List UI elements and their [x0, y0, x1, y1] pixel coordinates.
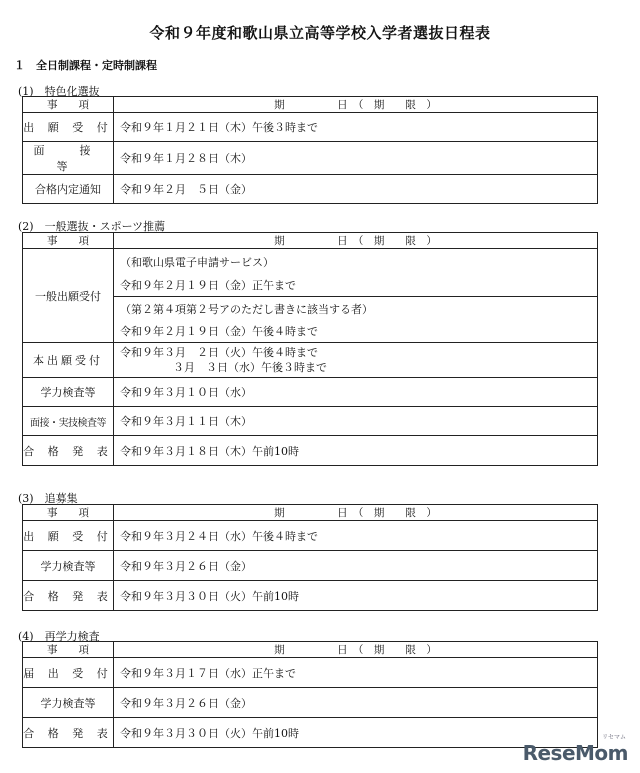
- section-heading: (1) 特色化選抜: [18, 85, 100, 98]
- row-date: 令和９年２月 ５日（金）: [114, 175, 598, 204]
- schedule-table: [22, 96, 598, 204]
- row-date: 令和９年３月２６日（金）: [114, 688, 598, 718]
- table-row: [23, 551, 598, 581]
- row-item: 合 格 発 表: [23, 581, 114, 611]
- row-item: 合格内定通知: [23, 175, 114, 204]
- row-item: 一般出願受付: [23, 249, 114, 343]
- row-item: 面 接 等: [23, 142, 114, 175]
- row-note: （第２第４項第２号アのただし書きに該当する者）: [114, 297, 598, 321]
- row-date: 令和９年３月３０日（火）午前10時: [114, 718, 598, 748]
- row-date: 令和９年３月１７日（水）正午まで: [114, 658, 598, 688]
- section-heading: (3) 追募集: [18, 492, 78, 505]
- table-row: [23, 249, 598, 275]
- schedule-table: [22, 504, 598, 611]
- page-title: 令和９年度和歌山県立高等学校入学者選抜日程表: [149, 24, 491, 42]
- schedule-table: [22, 641, 598, 748]
- row-date: 令和９年３月１８日（木）午前10時: [114, 436, 598, 466]
- row-item: 合 格 発 表: [23, 718, 114, 748]
- table-row: [23, 658, 598, 688]
- resemom-logo: ReseMom: [522, 741, 628, 765]
- section-heading: (4) 再学力検査: [18, 630, 100, 643]
- row-date: 令和９年３月３０日（火）午前10時: [114, 581, 598, 611]
- row-date: 令和９年３月１１日（木）: [114, 407, 598, 436]
- row-item: 届 出 受 付: [23, 658, 114, 688]
- row-date-line: 令和９年３月 ２日（火）午後４時まで: [120, 346, 318, 359]
- row-date: 令和９年１月２８日（木）: [114, 142, 598, 175]
- table-row: [23, 521, 598, 551]
- row-date: [114, 343, 598, 378]
- header-date: 期 日 （ 期 限 ）: [114, 233, 598, 249]
- row-date: 令和９年３月２４日（水）午後４時まで: [114, 521, 598, 551]
- table-header-row: [23, 97, 598, 113]
- table-row: [23, 581, 598, 611]
- row-item: 出 願 受 付: [23, 521, 114, 551]
- table-row: [23, 175, 598, 204]
- row-date: 令和９年１月２１日（木）午後３時まで: [114, 113, 598, 142]
- chapter-heading: １ 全日制課程・定時制課程: [14, 59, 157, 72]
- header-date: 期 日 （ 期 限 ）: [114, 642, 598, 658]
- table-row: [23, 113, 598, 142]
- table-header-row: [23, 233, 598, 249]
- row-item: 出 願 受 付: [23, 113, 114, 142]
- header-item: 事 項: [23, 233, 114, 249]
- row-date: 令和９年３月２６日（金）: [114, 551, 598, 581]
- row-date: 令和９年２月１９日（金）午後４時まで: [114, 321, 598, 343]
- header-item: 事 項: [23, 505, 114, 521]
- table-row: [23, 378, 598, 407]
- table-row: [23, 436, 598, 466]
- row-item: 合 格 発 表: [23, 436, 114, 466]
- row-item: 面接・実技検査等: [23, 407, 114, 436]
- row-item: 学力検査等: [23, 551, 114, 581]
- row-item: 本出願受付: [23, 343, 114, 378]
- row-note: （和歌山県電子申請サービス）: [114, 249, 598, 275]
- row-item: 学力検査等: [23, 378, 114, 407]
- table-row: [23, 407, 598, 436]
- watermark-sub: リセマム: [602, 734, 626, 741]
- header-item: 事 項: [23, 97, 114, 113]
- row-date-line: ３月 ３日（水）午後３時まで: [173, 361, 327, 374]
- row-item: 学力検査等: [23, 688, 114, 718]
- table-row: [23, 718, 598, 748]
- row-date: 令和９年３月１０日（水）: [114, 378, 598, 407]
- section-heading: (2) 一般選抜・スポーツ推薦: [18, 220, 166, 233]
- header-date: 期 日 （ 期 限 ）: [114, 505, 598, 521]
- table-row: [23, 343, 598, 378]
- schedule-table: [22, 232, 598, 466]
- table-header-row: [23, 642, 598, 658]
- header-date: 期 日 （ 期 限 ）: [114, 97, 598, 113]
- table-header-row: [23, 505, 598, 521]
- table-row: [23, 142, 598, 175]
- row-date: 令和９年２月１９日（金）正午まで: [114, 275, 598, 297]
- header-item: 事 項: [23, 642, 114, 658]
- table-row: [23, 688, 598, 718]
